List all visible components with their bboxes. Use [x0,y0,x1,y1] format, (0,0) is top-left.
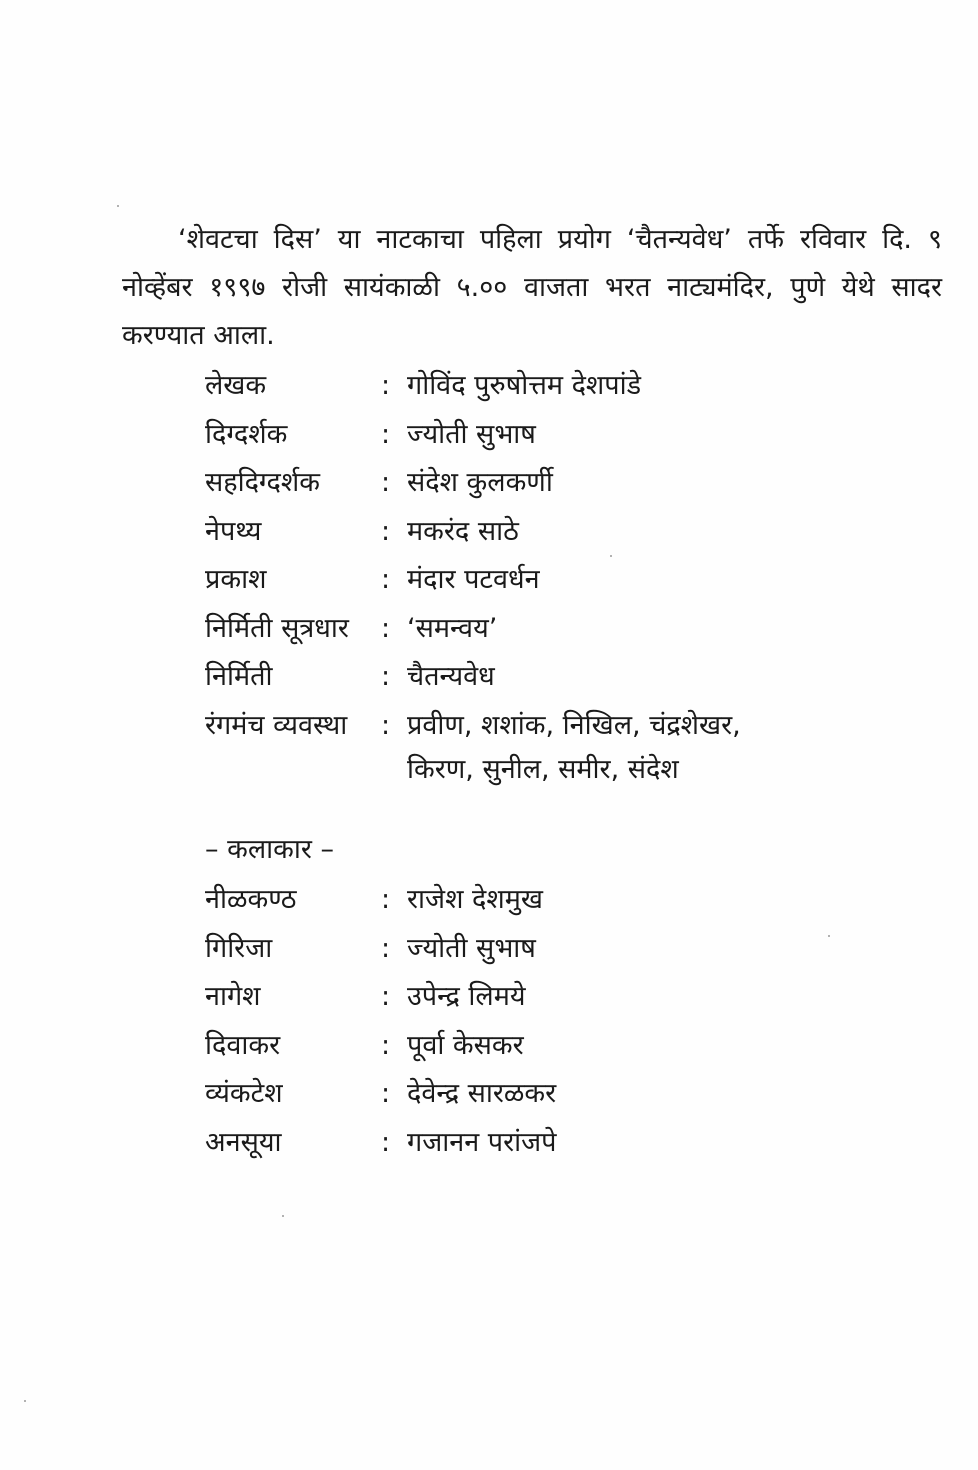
credit-name-line: संदेश कुलकर्णी [407,467,553,498]
credit-separator: : [381,467,391,498]
credit-name-line: चैतन्यवेध [407,661,495,692]
credit-row-director [205,413,905,462]
credit-role: दिग्दर्शक [205,418,288,450]
cast-name: देवेन्द्र सारळकर [407,1078,557,1109]
cast-row [205,878,905,927]
credit-name-line: प्रवीण, शशांक, निखिल, चंद्रशेखर, [407,709,741,741]
credit-separator: : [381,612,391,644]
credit-name-line: मकरंद साठे [407,515,519,547]
credit-name [407,461,905,505]
cast-role: व्यंकटेश [205,1078,283,1109]
credit-name-line: किरण, सुनील, समीर, संदेश [407,753,679,785]
credit-separator: : [381,370,391,401]
credit-row-set-design [205,510,905,559]
credit-row-production [205,655,905,704]
credit-row-lighting [205,558,905,607]
scan-speck [24,1400,26,1402]
credit-role: प्रकाश [205,564,267,595]
credit-row-stage-management [205,704,905,792]
credit-separator: : [381,564,391,595]
scan-speck [828,935,830,937]
credit-name [407,655,905,699]
cast-name: उपेन्द्र लिमये [407,981,526,1012]
cast-role: दिवाकर [205,1029,281,1061]
cast-name: गजानन परांजपे [407,1126,557,1158]
cast-separator: : [381,1126,391,1158]
cast-name: राजेश देशमुख [407,884,543,915]
credit-role: निर्मिती [205,661,273,692]
credit-name [407,413,905,457]
credit-name [407,607,905,651]
cast-separator: : [381,981,391,1012]
credit-name [407,704,905,792]
cast-role: अनसूया [205,1126,282,1158]
cast-row [205,1072,905,1121]
cast-row [205,927,905,976]
cast-role: नागेश [205,981,261,1012]
cast-name: ज्योती सुभाष [407,932,536,964]
credit-row-writer [205,364,905,413]
cast-separator: : [381,1029,391,1061]
production-credits [205,364,905,792]
cast-row [205,975,905,1024]
credit-separator: : [381,709,391,741]
credit-name-line: मंदार पटवर्धन [407,564,540,595]
credit-name-line: गोविंद पुरुषोत्तम देशपांडे [407,370,642,401]
credit-role: रंगमंच व्यवस्था [205,709,348,741]
scan-speck [282,1215,284,1217]
credit-role: निर्मिती सूत्रधार [205,612,349,644]
credit-separator: : [381,661,391,692]
credit-row-assistant-director [205,461,905,510]
credit-name-line: ज्योती सुभाष [407,418,536,450]
credit-role: सहदिग्दर्शक [205,467,320,498]
scan-speck [117,205,119,207]
intro-paragraph-block [122,216,942,360]
cast-separator: : [381,932,391,964]
credit-role: लेखक [205,370,267,401]
credit-name [407,364,905,408]
credit-separator: : [381,418,391,450]
cast-list [205,878,905,1169]
cast-row [205,1121,905,1170]
cast-role: नीळकण्ठ [205,884,297,915]
credit-name-line: ‘समन्वय’ [407,612,498,644]
cast-separator: : [381,884,391,915]
credit-role: नेपथ्य [205,515,262,547]
cast-separator: : [381,1078,391,1109]
cast-heading: – कलाकार – [205,834,334,865]
cast-name: पूर्वा केसकर [407,1029,524,1061]
cast-row [205,1024,905,1073]
credit-name [407,558,905,602]
cast-role: गिरिजा [205,932,273,964]
credit-separator: : [381,515,391,547]
credit-name [407,510,905,554]
intro-paragraph: ‘शेवटचा दिस’ या नाटकाचा पहिला प्रयोग ‘चैतन्यवेध’ तर्फे रविवार दि. ९ नोव्हेंबर १९९७ रोजी सायंकाळी ५.०० वाजता भरत नाट्यमंदिर, पुणे येथे सादर करण्यात आला. [122,224,942,351]
credit-row-production-coordinator [205,607,905,656]
scan-speck [610,555,612,557]
